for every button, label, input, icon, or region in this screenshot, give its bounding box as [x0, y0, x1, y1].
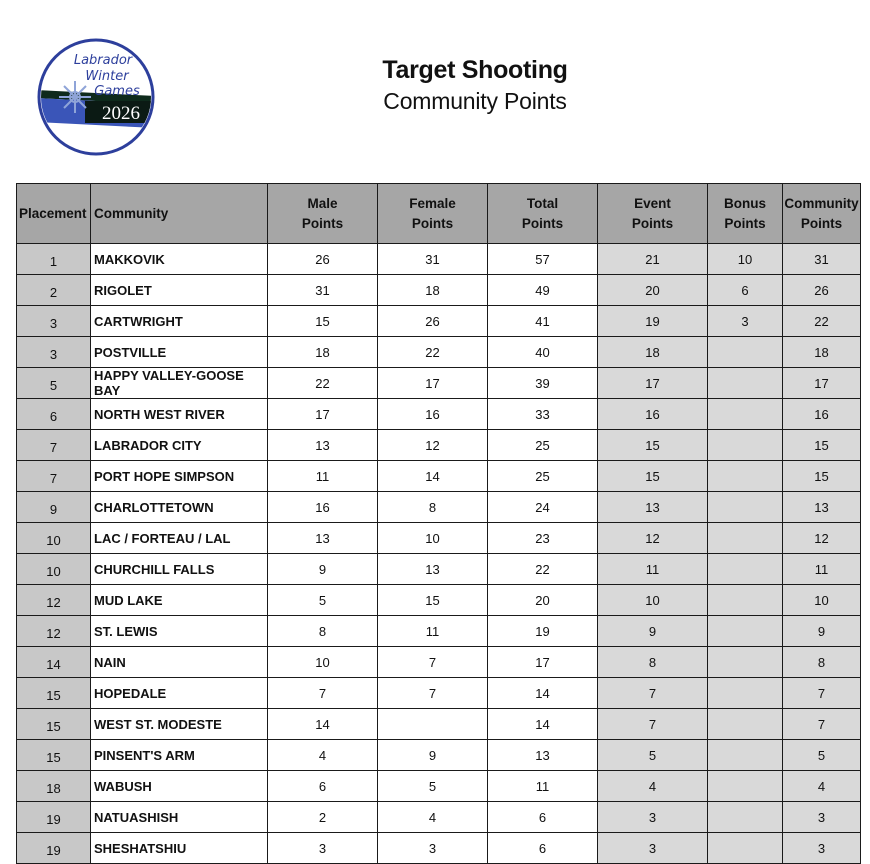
female-points-cell: 3 [378, 833, 488, 864]
community-points-cell: 18 [783, 337, 861, 368]
placement-cell: 18 [17, 771, 91, 802]
table-row [17, 461, 861, 492]
community-points-cell: 26 [783, 275, 861, 306]
svg-text:2026: 2026 [102, 103, 140, 124]
table-row [17, 492, 861, 523]
community-points-cell: 15 [783, 461, 861, 492]
header-bonus-points: Bonus Points [708, 184, 783, 244]
event-points-cell: 15 [598, 461, 708, 492]
female-points-cell: 31 [378, 244, 488, 275]
placement-cell: 10 [17, 523, 91, 554]
male-points-cell: 18 [268, 337, 378, 368]
bonus-points-cell [708, 585, 783, 616]
male-points-cell: 8 [268, 616, 378, 647]
header-total-points: Total Points [488, 184, 598, 244]
community-points-cell: 7 [783, 678, 861, 709]
community-name-cell: WEST ST. MODESTE [91, 709, 268, 740]
placement-cell: 19 [17, 833, 91, 864]
community-points-cell: 12 [783, 523, 861, 554]
bonus-points-cell [708, 771, 783, 802]
total-points-cell: 11 [488, 771, 598, 802]
placement-cell: 12 [17, 616, 91, 647]
table-row [17, 275, 861, 306]
bonus-points-cell [708, 833, 783, 864]
female-points-cell: 16 [378, 399, 488, 430]
community-name-cell: ST. LEWIS [91, 616, 268, 647]
community-points-cell: 4 [783, 771, 861, 802]
male-points-cell: 26 [268, 244, 378, 275]
event-points-cell: 7 [598, 678, 708, 709]
female-points-cell: 7 [378, 647, 488, 678]
placement-cell: 7 [17, 430, 91, 461]
community-points-cell: 16 [783, 399, 861, 430]
table-row [17, 833, 861, 864]
total-points-cell: 22 [488, 554, 598, 585]
table-row [17, 678, 861, 709]
table-row [17, 368, 861, 399]
table-row [17, 337, 861, 368]
event-points-cell: 8 [598, 647, 708, 678]
community-name-cell: LABRADOR CITY [91, 430, 268, 461]
male-points-cell: 3 [268, 833, 378, 864]
total-points-cell: 20 [488, 585, 598, 616]
male-points-cell: 7 [268, 678, 378, 709]
female-points-cell: 15 [378, 585, 488, 616]
event-points-cell: 3 [598, 833, 708, 864]
placement-cell: 7 [17, 461, 91, 492]
event-points-cell: 16 [598, 399, 708, 430]
community-name-cell: POSTVILLE [91, 337, 268, 368]
female-points-cell [378, 709, 488, 740]
male-points-cell: 4 [268, 740, 378, 771]
bonus-points-cell [708, 554, 783, 585]
community-points-cell: 22 [783, 306, 861, 337]
community-points-cell: 11 [783, 554, 861, 585]
male-points-cell: 31 [268, 275, 378, 306]
male-points-cell: 10 [268, 647, 378, 678]
table-body [17, 244, 861, 864]
total-points-cell: 49 [488, 275, 598, 306]
svg-text:Games: Games [94, 84, 140, 99]
male-points-cell: 13 [268, 430, 378, 461]
header-community: Community [91, 184, 268, 244]
bonus-points-cell [708, 430, 783, 461]
bonus-points-cell [708, 740, 783, 771]
male-points-cell: 14 [268, 709, 378, 740]
total-points-cell: 33 [488, 399, 598, 430]
page-subtitle: Community Points [383, 88, 567, 114]
bonus-points-cell [708, 678, 783, 709]
community-points-cell: 10 [783, 585, 861, 616]
community-name-cell: HOPEDALE [91, 678, 268, 709]
event-points-cell: 4 [598, 771, 708, 802]
female-points-cell: 13 [378, 554, 488, 585]
community-name-cell: NORTH WEST RIVER [91, 399, 268, 430]
header-placement: Placement [17, 184, 91, 244]
male-points-cell: 11 [268, 461, 378, 492]
event-points-cell: 12 [598, 523, 708, 554]
bonus-points-cell [708, 709, 783, 740]
community-name-cell: CHARLOTTETOWN [91, 492, 268, 523]
female-points-cell: 8 [378, 492, 488, 523]
female-points-cell: 5 [378, 771, 488, 802]
table-row [17, 244, 861, 275]
placement-cell: 14 [17, 647, 91, 678]
total-points-cell: 14 [488, 709, 598, 740]
community-name-cell: CHURCHILL FALLS [91, 554, 268, 585]
event-points-cell: 19 [598, 306, 708, 337]
female-points-cell: 14 [378, 461, 488, 492]
event-points-cell: 21 [598, 244, 708, 275]
total-points-cell: 23 [488, 523, 598, 554]
page-title: Target Shooting [382, 56, 568, 84]
community-name-cell: MUD LAKE [91, 585, 268, 616]
female-points-cell: 26 [378, 306, 488, 337]
female-points-cell: 10 [378, 523, 488, 554]
total-points-cell: 6 [488, 833, 598, 864]
bonus-points-cell [708, 461, 783, 492]
community-points-table [16, 183, 861, 864]
community-points-cell: 3 [783, 802, 861, 833]
community-points-cell: 15 [783, 430, 861, 461]
placement-cell: 15 [17, 678, 91, 709]
placement-cell: 3 [17, 337, 91, 368]
placement-cell: 6 [17, 399, 91, 430]
event-points-cell: 20 [598, 275, 708, 306]
placement-cell: 19 [17, 802, 91, 833]
header-female-points: Female Points [378, 184, 488, 244]
event-points-cell: 15 [598, 430, 708, 461]
table-row [17, 399, 861, 430]
male-points-cell: 16 [268, 492, 378, 523]
community-name-cell: NAIN [91, 647, 268, 678]
male-points-cell: 22 [268, 368, 378, 399]
svg-text:Labrador: Labrador [73, 53, 133, 68]
table-row [17, 709, 861, 740]
community-name-cell: SHESHATSHIU [91, 833, 268, 864]
placement-cell: 10 [17, 554, 91, 585]
event-points-cell: 9 [598, 616, 708, 647]
table-row [17, 802, 861, 833]
total-points-cell: 14 [488, 678, 598, 709]
table-row [17, 306, 861, 337]
table-row [17, 740, 861, 771]
placement-cell: 9 [17, 492, 91, 523]
table-row [17, 647, 861, 678]
female-points-cell: 11 [378, 616, 488, 647]
table-row [17, 554, 861, 585]
community-points-cell: 31 [783, 244, 861, 275]
bonus-points-cell [708, 647, 783, 678]
community-points-cell: 7 [783, 709, 861, 740]
total-points-cell: 39 [488, 368, 598, 399]
bonus-points-cell [708, 368, 783, 399]
event-points-cell: 5 [598, 740, 708, 771]
community-name-cell: MAKKOVIK [91, 244, 268, 275]
community-name-cell: NATUASHISH [91, 802, 268, 833]
community-points-cell: 17 [783, 368, 861, 399]
female-points-cell: 7 [378, 678, 488, 709]
total-points-cell: 17 [488, 647, 598, 678]
total-points-cell: 24 [488, 492, 598, 523]
community-points-cell: 9 [783, 616, 861, 647]
event-points-cell: 10 [598, 585, 708, 616]
bonus-points-cell [708, 802, 783, 833]
bonus-points-cell [708, 616, 783, 647]
labrador-winter-games-logo [37, 38, 155, 156]
total-points-cell: 13 [488, 740, 598, 771]
community-points-cell: 3 [783, 833, 861, 864]
male-points-cell: 17 [268, 399, 378, 430]
bonus-points-cell [708, 399, 783, 430]
male-points-cell: 13 [268, 523, 378, 554]
placement-cell: 12 [17, 585, 91, 616]
female-points-cell: 18 [378, 275, 488, 306]
total-points-cell: 25 [488, 461, 598, 492]
bonus-points-cell: 3 [708, 306, 783, 337]
table-row [17, 523, 861, 554]
total-points-cell: 6 [488, 802, 598, 833]
female-points-cell: 12 [378, 430, 488, 461]
total-points-cell: 41 [488, 306, 598, 337]
placement-cell: 2 [17, 275, 91, 306]
bonus-points-cell [708, 523, 783, 554]
male-points-cell: 5 [268, 585, 378, 616]
placement-cell: 1 [17, 244, 91, 275]
bonus-points-cell [708, 337, 783, 368]
male-points-cell: 9 [268, 554, 378, 585]
community-name-cell: CARTWRIGHT [91, 306, 268, 337]
community-points-cell: 5 [783, 740, 861, 771]
bonus-points-cell: 6 [708, 275, 783, 306]
event-points-cell: 17 [598, 368, 708, 399]
female-points-cell: 9 [378, 740, 488, 771]
table-row [17, 585, 861, 616]
svg-text:Winter: Winter [85, 69, 129, 84]
bonus-points-cell: 10 [708, 244, 783, 275]
female-points-cell: 17 [378, 368, 488, 399]
male-points-cell: 15 [268, 306, 378, 337]
male-points-cell: 6 [268, 771, 378, 802]
community-name-cell: PINSENT'S ARM [91, 740, 268, 771]
community-name-cell: HAPPY VALLEY-GOOSE BAY [91, 368, 268, 399]
community-name-cell: PORT HOPE SIMPSON [91, 461, 268, 492]
placement-cell: 3 [17, 306, 91, 337]
table-row [17, 616, 861, 647]
community-name-cell: RIGOLET [91, 275, 268, 306]
event-points-cell: 3 [598, 802, 708, 833]
female-points-cell: 4 [378, 802, 488, 833]
total-points-cell: 57 [488, 244, 598, 275]
table-header-row [17, 184, 861, 244]
male-points-cell: 2 [268, 802, 378, 833]
header-event-points: Event Points [598, 184, 708, 244]
community-name-cell: LAC / FORTEAU / LAL [91, 523, 268, 554]
header-male-points: Male Points [268, 184, 378, 244]
table-row [17, 771, 861, 802]
total-points-cell: 19 [488, 616, 598, 647]
table-row [17, 430, 861, 461]
total-points-cell: 25 [488, 430, 598, 461]
community-name-cell: WABUSH [91, 771, 268, 802]
event-points-cell: 11 [598, 554, 708, 585]
event-points-cell: 13 [598, 492, 708, 523]
bonus-points-cell [708, 492, 783, 523]
community-points-cell: 13 [783, 492, 861, 523]
event-points-cell: 18 [598, 337, 708, 368]
community-points-cell: 8 [783, 647, 861, 678]
female-points-cell: 22 [378, 337, 488, 368]
placement-cell: 5 [17, 368, 91, 399]
total-points-cell: 40 [488, 337, 598, 368]
placement-cell: 15 [17, 709, 91, 740]
page-heading [300, 54, 650, 116]
header-community-points: Community Points [783, 184, 861, 244]
event-points-cell: 7 [598, 709, 708, 740]
placement-cell: 15 [17, 740, 91, 771]
